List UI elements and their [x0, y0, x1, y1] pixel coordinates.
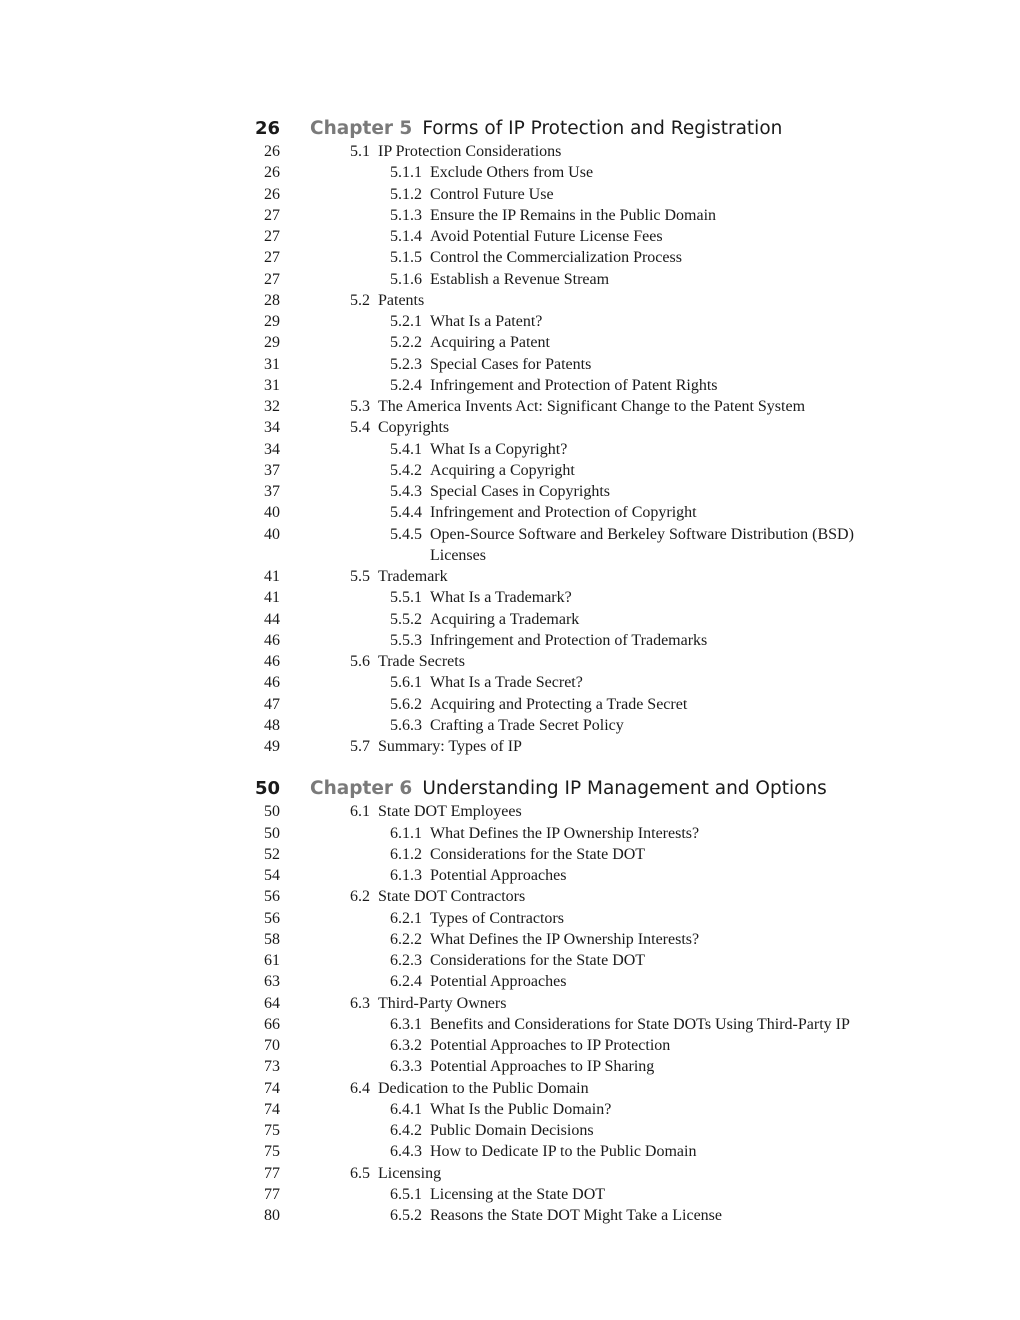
- entry-page-number: 52: [264, 845, 280, 863]
- toc-subsection-entry: [0, 865, 1020, 886]
- entry-title: Patents: [378, 291, 425, 309]
- entry-title: What Is the Public Domain?: [430, 1100, 612, 1118]
- entry-title: Potential Approaches: [430, 973, 567, 991]
- entry-number: 5.4: [350, 419, 370, 437]
- entry-title: Potential Approaches to IP Protection: [430, 1037, 671, 1054]
- toc-subsection-entry: [0, 1014, 1020, 1035]
- toc-subsection-entry: [0, 630, 1020, 651]
- entry-title: Licensing: [378, 1164, 442, 1182]
- toc-subsection-entry: [0, 1205, 1020, 1226]
- entry-page-number: 31: [264, 376, 280, 394]
- toc-section-entry: [0, 736, 1020, 757]
- entry-page-number: 41: [264, 568, 280, 585]
- chapter-heading: [0, 777, 1020, 801]
- entry-title: Control the Commercialization Process: [430, 249, 682, 267]
- toc-subsection-entry: [0, 439, 1020, 460]
- entry-page-number: 63: [264, 973, 280, 991]
- entry-title: How to Dedicate IP to the Public Domain: [430, 1143, 697, 1161]
- entry-page-number: 77: [264, 1185, 280, 1203]
- entry-title: What Defines the IP Ownership Interests?: [430, 824, 700, 842]
- entry-number: 5.4.1: [390, 440, 422, 458]
- toc-section-entry: [0, 417, 1020, 438]
- entry-title: Reasons the State DOT Might Take a License: [430, 1207, 722, 1224]
- entry-title: What Is a Copyright?: [430, 440, 568, 458]
- toc-subsection-entry: [0, 587, 1020, 608]
- toc-section-entry: [0, 993, 1020, 1014]
- entry-page-number: 50: [264, 824, 280, 842]
- entry-number: 5.1.1: [390, 164, 422, 182]
- entry-number: 5.4.5: [390, 525, 422, 543]
- entry-title: State DOT Contractors: [378, 888, 526, 906]
- entry-number: 5.1: [350, 143, 370, 160]
- entry-title: Infringement and Protection of Patent Rights: [430, 376, 718, 394]
- entry-page-number: 29: [264, 313, 280, 330]
- entry-page-number: 49: [264, 738, 280, 755]
- entry-number: 5.2.3: [390, 355, 422, 373]
- entry-page-number: 48: [264, 716, 280, 734]
- entry-page-number: 29: [264, 334, 280, 352]
- entry-title: Control Future Use: [430, 185, 554, 203]
- toc-subsection-entry: [0, 269, 1020, 290]
- toc-subsection-entry: [0, 908, 1020, 929]
- entry-title: Considerations for the State DOT: [430, 952, 646, 969]
- entry-page-number: 66: [264, 1015, 280, 1033]
- entry-number: 5.6.2: [390, 695, 422, 713]
- toc-subsection-entry: [0, 971, 1020, 992]
- entry-title: Avoid Potential Future License Fees: [430, 228, 663, 245]
- entry-number: 6.3.3: [390, 1058, 422, 1076]
- entry-page-number: 31: [264, 355, 280, 373]
- toc-section-entry: [0, 886, 1020, 907]
- entry-number: 5.2.2: [390, 334, 422, 352]
- entry-title: Public Domain Decisions: [430, 1122, 594, 1139]
- entry-page-number: 58: [264, 930, 280, 948]
- toc-subsection-entry: [0, 375, 1020, 396]
- toc-subsection-entry: [0, 205, 1020, 226]
- entry-title: Ensure the IP Remains in the Public Domain: [430, 206, 717, 224]
- entry-page-number: 46: [264, 631, 280, 649]
- entry-title: Establish a Revenue Stream: [430, 270, 610, 288]
- entry-page-number: 26: [264, 143, 280, 160]
- chapter-page-number: 50: [254, 778, 280, 800]
- entry-page-number: 40: [264, 525, 280, 543]
- entry-title: Acquiring a Copyright: [430, 461, 575, 479]
- entry-page-number: 64: [264, 994, 280, 1012]
- entry-number: 6.2.2: [390, 930, 422, 948]
- entry-number: 5.5.2: [390, 610, 422, 628]
- entry-page-number: 50: [264, 803, 280, 821]
- toc-subsection-entry: [0, 226, 1020, 247]
- toc-subsection-entry: [0, 844, 1020, 865]
- entry-page-number: 27: [264, 249, 280, 267]
- entry-title: Potential Approaches: [430, 867, 567, 884]
- entry-title: Licensing at the State DOT: [430, 1185, 606, 1203]
- entry-title: What Defines the IP Ownership Interests?: [430, 930, 700, 948]
- entry-number: 6.5.2: [390, 1207, 422, 1224]
- entry-title: What Is a Trademark?: [430, 589, 572, 607]
- toc-subsection-entry: [0, 332, 1020, 353]
- chapter-title: Forms of IP Protection and Registration: [422, 118, 783, 139]
- entry-page-number: 80: [264, 1207, 280, 1224]
- entry-title: Acquiring and Protecting a Trade Secret: [430, 695, 688, 713]
- entry-title: State DOT Employees: [378, 803, 522, 821]
- toc-subsection-entry: [0, 162, 1020, 183]
- entry-title: What Is a Patent?: [430, 313, 543, 330]
- entry-number: 5.5: [350, 568, 370, 585]
- entry-page-number: 77: [264, 1164, 280, 1182]
- entry-page-number: 47: [264, 695, 280, 713]
- toc-subsection-entry: [0, 609, 1020, 630]
- entry-number: 5.7: [350, 738, 370, 755]
- toc-subsection-entry: [0, 950, 1020, 971]
- entry-title: Dedication to the Public Domain: [378, 1079, 589, 1097]
- entry-page-number: 70: [264, 1037, 280, 1054]
- entry-number: 6.5: [350, 1164, 370, 1182]
- chapter-title: Understanding IP Management and Options: [422, 778, 827, 800]
- toc-subsection-entry: [0, 247, 1020, 268]
- entry-number: 5.1.2: [390, 185, 422, 203]
- entry-page-number: 27: [264, 206, 280, 224]
- entry-number: 5.5.3: [390, 631, 422, 649]
- toc-subsection-entry: [0, 1141, 1020, 1162]
- entry-title: Copyrights: [378, 419, 450, 437]
- entry-page-number: 75: [264, 1122, 280, 1139]
- toc-subsection-entry: [0, 481, 1020, 502]
- entry-title: The America Invents Act: Significant Change to the Patent System: [378, 398, 806, 415]
- entry-number: 6.1.1: [390, 824, 422, 842]
- entry-page-number: 37: [264, 483, 280, 500]
- toc-section-entry: [0, 1078, 1020, 1099]
- entry-number: 5.4.2: [390, 461, 422, 479]
- entry-number: 6.1: [350, 803, 370, 821]
- toc-subsection-entry: [0, 524, 1020, 567]
- entry-number: 6.4.3: [390, 1143, 422, 1161]
- entry-title: Acquiring a Trademark: [430, 610, 580, 628]
- toc-subsection-entry: [0, 672, 1020, 693]
- entry-number: 6.1.2: [390, 845, 422, 863]
- chapter-page-number: 26: [254, 118, 280, 139]
- chapter-spacer: [0, 757, 1020, 777]
- entry-number: 5.1.3: [390, 206, 422, 224]
- entry-page-number: 27: [264, 228, 280, 245]
- toc-section-entry: [0, 1163, 1020, 1184]
- entry-page-number: 34: [264, 419, 280, 437]
- entry-number: 6.4.2: [390, 1122, 422, 1139]
- toc-subsection-entry: [0, 460, 1020, 481]
- toc-subsection-entry: [0, 502, 1020, 523]
- entry-number: 6.4.1: [390, 1100, 422, 1118]
- entry-number: 5.3: [350, 398, 370, 415]
- toc-subsection-entry: [0, 311, 1020, 332]
- entry-page-number: 61: [264, 952, 280, 969]
- toc-subsection-entry: [0, 184, 1020, 205]
- entry-title: Summary: Types of IP: [378, 738, 522, 755]
- entry-number: 5.6.1: [390, 674, 422, 692]
- entry-number: 5.2: [350, 291, 370, 309]
- entry-page-number: 54: [264, 867, 280, 884]
- toc-section-entry: [0, 290, 1020, 311]
- entry-number: 6.2: [350, 888, 370, 906]
- entry-number: 5.2.1: [390, 313, 422, 330]
- entry-page-number: 26: [264, 185, 280, 203]
- entry-title: Considerations for the State DOT: [430, 845, 646, 863]
- entry-title: Infringement and Protection of Trademarks: [430, 631, 708, 649]
- entry-number: 6.1.3: [390, 867, 422, 884]
- entry-page-number: 28: [264, 291, 280, 309]
- entry-page-number: 74: [264, 1100, 280, 1118]
- toc-section-entry: [0, 566, 1020, 587]
- entry-number: 5.1.4: [390, 228, 422, 245]
- toc-subsection-entry: [0, 1099, 1020, 1120]
- chapter-label: Chapter 5: [310, 118, 413, 139]
- entry-title: Types of Contractors: [430, 909, 564, 927]
- entry-page-number: 46: [264, 674, 280, 692]
- entry-title: Crafting a Trade Secret Policy: [430, 716, 624, 734]
- entry-page-number: 41: [264, 589, 280, 607]
- toc-subsection-entry: [0, 715, 1020, 736]
- entry-title: Trademark: [378, 568, 448, 585]
- entry-title: Third-Party Owners: [378, 994, 507, 1012]
- entry-number: 6.3: [350, 994, 370, 1012]
- entry-title: Potential Approaches to IP Sharing: [430, 1058, 655, 1076]
- entry-number: 5.1.5: [390, 249, 422, 267]
- entry-page-number: 44: [264, 610, 280, 628]
- toc-subsection-entry: [0, 1184, 1020, 1205]
- entry-page-number: 74: [264, 1079, 280, 1097]
- entry-page-number: 46: [264, 653, 280, 670]
- entry-page-number: 56: [264, 888, 280, 906]
- toc-subsection-entry: [0, 694, 1020, 715]
- toc-subsection-entry: [0, 1120, 1020, 1141]
- entry-number: 6.2.3: [390, 952, 422, 969]
- entry-number: 5.2.4: [390, 376, 422, 394]
- entry-page-number: 37: [264, 461, 280, 479]
- entry-title: What Is a Trade Secret?: [430, 674, 583, 692]
- entry-number: 6.2.1: [390, 909, 422, 927]
- entry-page-number: 40: [264, 504, 280, 522]
- toc-section-entry: [0, 801, 1020, 822]
- entry-page-number: 26: [264, 164, 280, 182]
- entry-number: 6.2.4: [390, 973, 422, 991]
- entry-page-number: 73: [264, 1058, 280, 1076]
- chapter-heading: [0, 117, 1020, 141]
- toc-subsection-entry: [0, 1035, 1020, 1056]
- toc-section-entry: [0, 651, 1020, 672]
- entry-number: 5.5.1: [390, 589, 422, 607]
- entry-number: 6.5.1: [390, 1185, 422, 1203]
- entry-title: IP Protection Considerations: [378, 143, 562, 160]
- entry-page-number: 56: [264, 909, 280, 927]
- entry-title: Special Cases in Copyrights: [430, 483, 610, 500]
- toc-subsection-entry: [0, 929, 1020, 950]
- entry-number: 5.6: [350, 653, 370, 670]
- toc-subsection-entry: [0, 1056, 1020, 1077]
- toc-section-entry: [0, 141, 1020, 162]
- table-of-contents: [0, 117, 1020, 1226]
- toc-subsection-entry: [0, 354, 1020, 375]
- entry-title: Benefits and Considerations for State DOTs Using Third-Party IP: [430, 1015, 850, 1033]
- chapter-label: Chapter 6: [310, 778, 413, 800]
- entry-number: 5.6.3: [390, 716, 422, 734]
- entry-title: Trade Secrets: [378, 653, 465, 670]
- entry-number: 5.4.3: [390, 483, 422, 500]
- entry-number: 5.4.4: [390, 504, 422, 522]
- toc-section-entry: [0, 396, 1020, 417]
- entry-page-number: 32: [264, 398, 280, 415]
- entry-page-number: 75: [264, 1143, 280, 1161]
- entry-title: Exclude Others from Use: [430, 164, 594, 182]
- entry-title: Special Cases for Patents: [430, 355, 592, 373]
- entry-page-number: 27: [264, 270, 280, 288]
- toc-subsection-entry: [0, 823, 1020, 844]
- entry-title: Open-Source Software and Berkeley Software Distribution (BSD) Licenses: [430, 525, 854, 564]
- entry-number: 6.3.2: [390, 1037, 422, 1054]
- entry-title: Acquiring a Patent: [430, 334, 550, 352]
- entry-number: 6.4: [350, 1079, 370, 1097]
- entry-title: Infringement and Protection of Copyright: [430, 504, 697, 522]
- entry-number: 5.1.6: [390, 270, 422, 288]
- entry-page-number: 34: [264, 440, 280, 458]
- entry-number: 6.3.1: [390, 1015, 422, 1033]
